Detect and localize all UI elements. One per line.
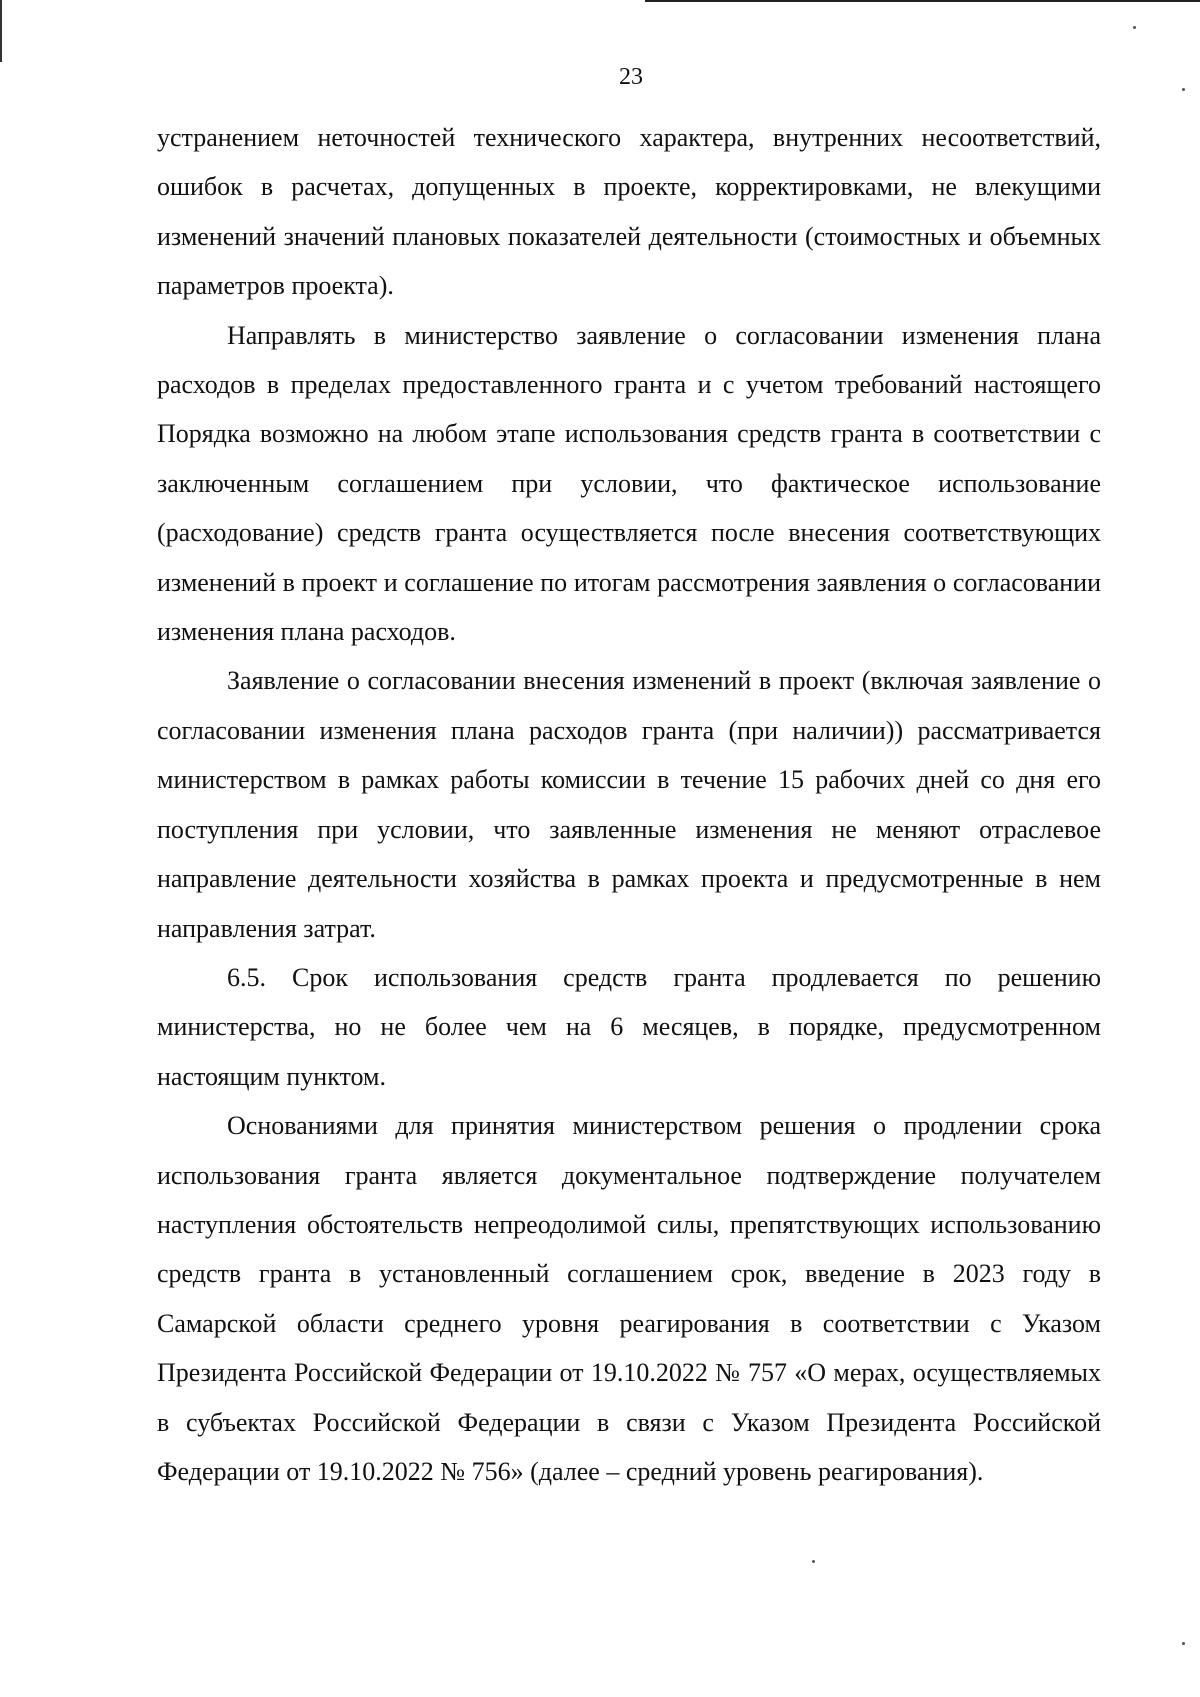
paragraph-continuation: устранением неточностей технического характера, внутренних несоответствий, ошибок в расчетах, допущенных в проекте, корректировками, не влекущими изменений значений плановых показателей деятельности (стоимостных и объемных параметров проекта).	[157, 123, 1101, 301]
paragraph: Основаниями для принятия министерством решения о продлении срока использования гранта является документальное подтверждение получателем наступления обстоятельств непреодолимой силы, препятствующих использованию средств гранта в установленный соглашением срок, введение в 2023 году в Самарской области среднего уровня реагирования в соответствии с Указом Президента Российской Федерации от 19.10.2022 № 757 «О мерах, осуществляемых в субъектах Российской Федерации в связи с Указом Президента Российской Федерации от 19.10.2022 № 756» (далее – средний уровень реагирования).	[157, 1111, 1101, 1486]
scan-edge-mark	[0, 0, 2, 62]
document-text	[157, 113, 1101, 1496]
scan-speck	[812, 1560, 815, 1563]
paragraph-clause-6-5: 6.5. Срок использования средств гранта продлевается по решению министерства, но не более чем на 6 месяцев, в порядке, предусмотренном настоящим пунктом.	[157, 962, 1101, 1091]
scan-speck	[1133, 26, 1136, 29]
paragraph: Направлять в министерство заявление о согласовании изменения плана расходов в пределах предоставленного гранта и с учетом требований настоящего Порядка возможно на любом этапе использования средств гранта в соответствии с заключенным соглашением при условии, что фактическое использование (расходование) средств гранта осуществляется после внесения соответствующих изменений в проект и соглашение по итогам рассмотрения заявления о согласовании изменения плана расходов.	[157, 320, 1101, 647]
scan-speck	[1182, 1642, 1185, 1645]
page-number: 23	[619, 64, 643, 90]
paragraph: Заявление о согласовании внесения изменений в проект (включая заявление о согласовании изменения плана расходов гранта (при наличии)) рассматривается министерством в рамках работы комиссии в течение 15 рабочих дней со дня его поступления при условии, что заявленные изменения не меняют отраслевое направление деятельности хозяйства в рамках проекта и предусмотренные в нем направления затрат.	[157, 666, 1101, 943]
scan-edge-line	[645, 0, 1200, 2]
